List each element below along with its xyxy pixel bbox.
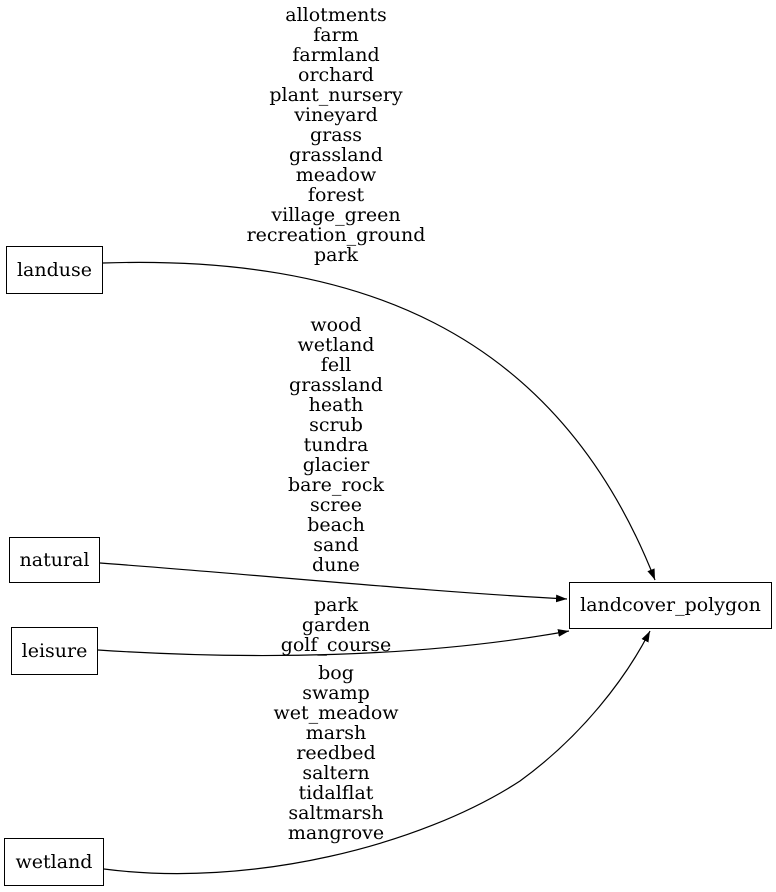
edge-labels-leisure — [176, 595, 496, 655]
edge-label-line: saltern — [302, 762, 370, 784]
edge-label-line: orchard — [298, 64, 374, 86]
edge-label-line: grassland — [289, 144, 383, 166]
edge-label-line: beach — [307, 514, 365, 536]
edge-label-line: meadow — [295, 164, 377, 186]
edge-label-line: saltmarsh — [288, 802, 384, 824]
edge-label-line: golf_course — [280, 634, 392, 656]
node-landuse: landuse — [6, 246, 103, 294]
edge-label-line: forest — [307, 184, 365, 206]
edge-label-line: garden — [301, 614, 371, 636]
edge-label-line: grassland — [289, 374, 383, 396]
edge-label-line: vineyard — [294, 104, 378, 126]
edge-label-line: wetland — [297, 334, 375, 356]
edge-label-line: scree — [310, 494, 362, 516]
edge-label-line: grass — [309, 124, 363, 146]
edge-label-line: wet_meadow — [273, 702, 399, 724]
edge-labels-landuse — [176, 5, 496, 265]
edge-label-line: heath — [308, 394, 364, 416]
edge-label-line: recreation_ground — [246, 224, 426, 246]
edge-label-line: tundra — [303, 434, 369, 456]
edge-label-line: plant_nursery — [269, 84, 403, 106]
node-natural: natural — [9, 537, 100, 583]
edge-label-line: scrub — [309, 414, 363, 436]
node-landcover-polygon: landcover_polygon — [569, 582, 772, 629]
edge-label-line: mangrove — [287, 822, 385, 844]
edge-label-line: park — [313, 594, 359, 616]
edge-label-line: swamp — [302, 682, 370, 704]
edge-label-line: marsh — [305, 722, 367, 744]
edge-label-line: fell — [320, 354, 352, 376]
edge-label-line: glacier — [302, 454, 370, 476]
node-wetland: wetland — [4, 838, 104, 886]
edge-label-line: sand — [313, 534, 359, 556]
edge-labels-natural — [176, 315, 496, 575]
edge-label-line: farm — [313, 24, 359, 46]
edge-label-line: reedbed — [296, 742, 376, 764]
edge-labels-wetland — [176, 663, 496, 843]
edge-label-line: allotments — [285, 4, 387, 26]
edge-label-line: village_green — [271, 204, 401, 226]
edge-label-line: dune — [312, 554, 360, 576]
edge-label-line: bog — [318, 662, 354, 684]
edge-label-line: wood — [310, 314, 362, 336]
edge-label-line: park — [313, 244, 359, 266]
edge-label-line: tidalflat — [298, 782, 374, 804]
edge-label-line: bare_rock — [288, 474, 384, 496]
edge-label-line: farmland — [292, 44, 380, 66]
node-leisure: leisure — [11, 627, 98, 675]
